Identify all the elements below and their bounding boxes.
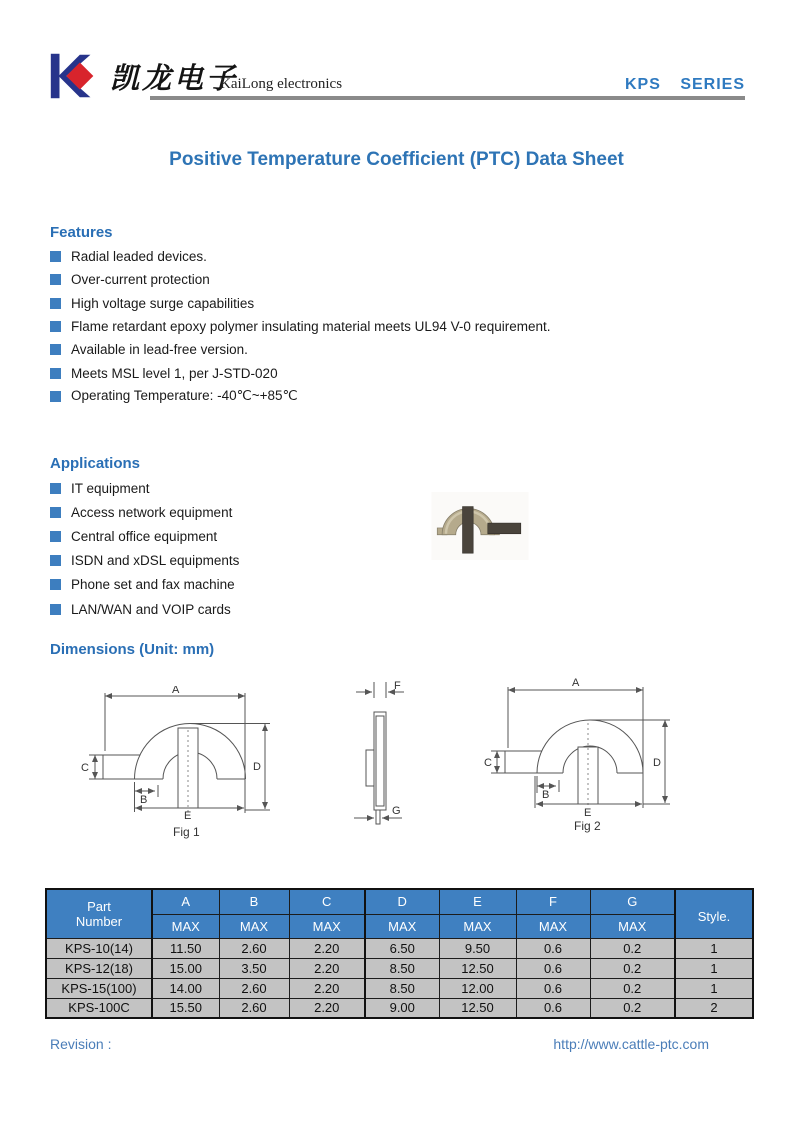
part-number-cell: KPS-100C [46, 998, 152, 1018]
dim-cell: 11.50 [152, 938, 219, 958]
fig2-drawing [484, 668, 694, 836]
dim-cell: 0.2 [590, 938, 675, 958]
style-cell: 2 [675, 998, 753, 1018]
style-cell: 1 [675, 978, 753, 998]
part-header-line1: Part [87, 898, 111, 914]
fig1-label-c: C [81, 762, 89, 774]
fig2-label-e: E [584, 807, 592, 819]
subheader-max: MAX [590, 914, 675, 938]
style-cell: 1 [675, 958, 753, 978]
feature-text: Operating Temperature: -40℃~+85℃ [71, 388, 298, 404]
dim-cell: 15.50 [152, 998, 219, 1018]
header-divider [150, 96, 745, 100]
side-label-g: G [392, 805, 401, 817]
part-number-cell: KPS-10(14) [46, 938, 152, 958]
table-row [46, 958, 753, 978]
fig1-caption: Fig 1 [173, 825, 200, 839]
fig1-label-b: B [140, 794, 148, 806]
fig2-label-b: B [542, 789, 550, 801]
feature-text: Available in lead-free version. [71, 342, 248, 358]
application-text: Access network equipment [71, 504, 233, 520]
list-item [50, 476, 239, 500]
logo-k-bar [51, 54, 60, 98]
subheader-max: MAX [516, 914, 590, 938]
col-header-style: Style. [675, 889, 753, 938]
fig2-label-a: A [572, 677, 580, 689]
application-text: LAN/WAN and VOIP cards [71, 601, 231, 617]
feature-text: Over-current protection [71, 272, 210, 288]
website-link[interactable]: http://www.cattle-ptc.com [553, 1036, 709, 1052]
fig1-drawing [78, 686, 278, 844]
table-row [46, 938, 753, 958]
fig1-label-e: E [184, 810, 192, 822]
dim-cell: 2.60 [219, 978, 289, 998]
bullet-square-icon [50, 321, 61, 332]
list-item [50, 361, 550, 384]
subheader-max: MAX [365, 914, 439, 938]
dim-cell: 2.20 [289, 938, 365, 958]
horizontal-lead [488, 523, 521, 534]
application-text: ISDN and xDSL equipments [71, 553, 240, 569]
subheader-max: MAX [219, 914, 289, 938]
application-text: Central office equipment [71, 528, 218, 544]
dimensions-heading: Dimensions (Unit: mm) [50, 641, 215, 658]
part-number-cell: KPS-12(18) [46, 958, 152, 978]
dim-cell: 12.50 [439, 958, 516, 978]
dim-cell: 12.00 [439, 978, 516, 998]
kailong-logo [45, 50, 103, 102]
dim-cell: 0.6 [516, 998, 590, 1018]
fig2-caption: Fig 2 [574, 819, 601, 833]
applications-list [50, 476, 239, 621]
dimensions-table [45, 888, 754, 1019]
bullet-square-icon [50, 251, 61, 262]
dim-cell: 2.20 [289, 978, 365, 998]
bullet-square-icon [50, 555, 61, 566]
list-item [50, 245, 550, 268]
style-cell: 1 [675, 938, 753, 958]
feature-text: Flame retardant epoxy polymer insulating material meets UL94 V-0 requirement. [71, 319, 551, 335]
logo-chinese-text: 凯龙电子 [110, 61, 239, 95]
col-header-part-number [46, 889, 152, 938]
revision-label: Revision : [50, 1036, 112, 1052]
side-view-drawing [342, 678, 414, 830]
bullet-square-icon [50, 368, 61, 379]
col-header-f: F [516, 889, 590, 914]
fig2-label-c: C [484, 757, 492, 769]
page-title: Positive Temperature Coefficient (PTC) Data Sheet [169, 149, 624, 170]
dim-cell: 6.50 [365, 938, 439, 958]
series-label: KPS SERIES [624, 76, 745, 93]
bullet-square-icon [50, 391, 61, 402]
features-list [50, 245, 550, 408]
bullet-square-icon [50, 344, 61, 355]
col-header-b: B [219, 889, 289, 914]
col-header-d: D [365, 889, 439, 914]
table-row [46, 978, 753, 998]
bullet-square-icon [50, 604, 61, 615]
list-item [50, 524, 239, 548]
feature-text: Meets MSL level 1, per J-STD-020 [71, 365, 278, 381]
dim-cell: 2.20 [289, 998, 365, 1018]
dim-cell: 14.00 [152, 978, 219, 998]
bullet-square-icon [50, 298, 61, 309]
fig1-label-a: A [172, 686, 180, 696]
application-text: IT equipment [71, 480, 150, 496]
dim-cell: 9.50 [439, 938, 516, 958]
table-row [46, 998, 753, 1018]
list-item [50, 292, 550, 315]
list-item [50, 385, 550, 408]
list-item [50, 268, 550, 291]
part-number-cell: KPS-15(100) [46, 978, 152, 998]
col-header-g: G [590, 889, 675, 914]
dim-cell: 0.2 [590, 978, 675, 998]
list-item [50, 573, 239, 597]
subheader-max: MAX [289, 914, 365, 938]
bullet-square-icon [50, 579, 61, 590]
feature-text: High voltage surge capabilities [71, 295, 255, 311]
col-header-c: C [289, 889, 365, 914]
subheader-max: MAX [152, 914, 219, 938]
fig1-label-d: D [253, 761, 261, 773]
application-text: Phone set and fax machine [71, 577, 235, 593]
fig2-label-d: D [653, 757, 661, 769]
vertical-lead [463, 507, 474, 554]
dim-cell: 0.6 [516, 938, 590, 958]
part-header-line2: Number [75, 913, 123, 929]
dim-cell: 2.60 [219, 938, 289, 958]
dim-cell: 3.50 [219, 958, 289, 978]
dim-cell: 15.00 [152, 958, 219, 978]
list-item [50, 338, 550, 361]
feature-text: Radial leaded devices. [71, 249, 207, 265]
dim-cell: 0.6 [516, 978, 590, 998]
bullet-square-icon [50, 507, 61, 518]
list-item [50, 315, 550, 338]
features-heading: Features [50, 224, 113, 241]
dim-cell: 0.2 [590, 998, 675, 1018]
dim-cell: 8.50 [365, 978, 439, 998]
dim-cell: 8.50 [365, 958, 439, 978]
dim-cell: 0.2 [590, 958, 675, 978]
col-header-e: E [439, 889, 516, 914]
dim-cell: 2.60 [219, 998, 289, 1018]
applications-heading: Applications [50, 455, 141, 472]
list-item [50, 500, 239, 524]
subheader-max: MAX [439, 914, 516, 938]
dim-cell: 12.50 [439, 998, 516, 1018]
bullet-square-icon [50, 274, 61, 285]
dim-cell: 2.20 [289, 958, 365, 978]
list-item [50, 597, 239, 621]
dim-cell: 0.6 [516, 958, 590, 978]
list-item [50, 549, 239, 573]
company-name: KaiLong electronics [220, 76, 343, 92]
bullet-square-icon [50, 483, 61, 494]
side-label-f: F [394, 680, 401, 692]
component-photo [430, 492, 530, 560]
col-header-a: A [152, 889, 219, 914]
bullet-square-icon [50, 531, 61, 542]
dim-cell: 9.00 [365, 998, 439, 1018]
